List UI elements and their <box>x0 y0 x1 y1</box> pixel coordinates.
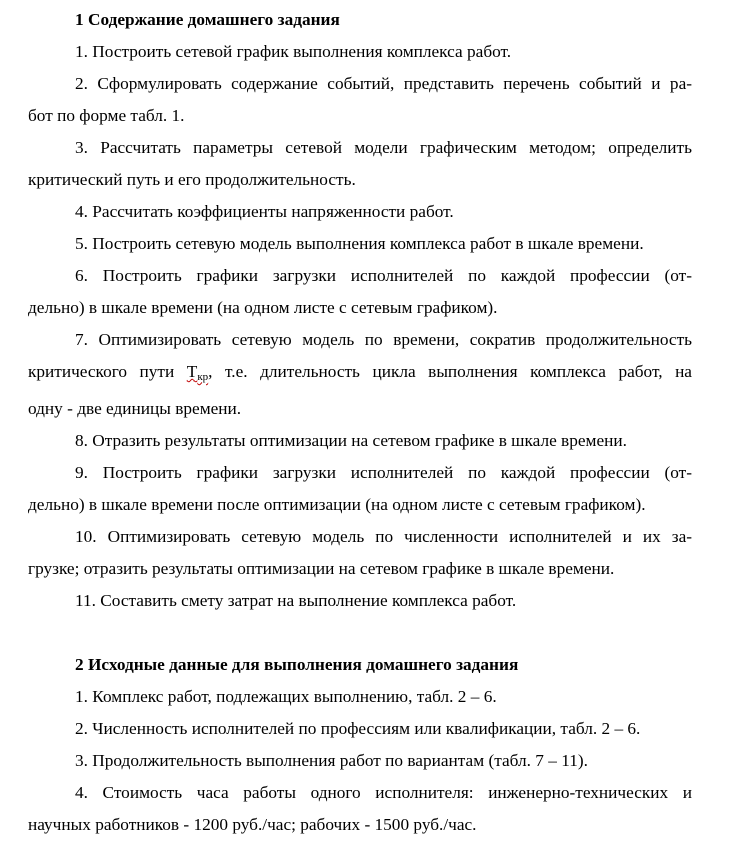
text-fragment: критического пути <box>28 362 187 381</box>
text-line: критический путь и его продолжительность. <box>28 170 356 189</box>
list-item-1-3 <box>28 132 692 196</box>
text-line: бот по форме табл. 1. <box>28 106 185 125</box>
list-item-1-6 <box>28 260 692 324</box>
document-page <box>28 4 692 841</box>
text-line: 4. Стоимость часа работы одного исполнителя: инженерно-технических и <box>75 783 692 802</box>
text-line: 4. Рассчитать коэффициенты напряженности работ. <box>75 202 454 221</box>
list-item-1-11 <box>28 585 692 617</box>
list-item-2-1 <box>28 681 692 713</box>
text-line: 3. Продолжительность выполнения работ по вариантам (табл. 7 – 11). <box>75 751 588 770</box>
section-2-heading: 2 Исходные данные для выполнения домашнего задания <box>75 655 519 674</box>
text-line: 7. Оптимизировать сетевую модель по времени, сократив продолжительность <box>75 330 692 349</box>
text-line: 1. Комплекс работ, подлежащих выполнению, табл. 2 – 6. <box>75 687 497 706</box>
text-line: 1. Построить сетевой график выполнения комплекса работ. <box>75 42 512 61</box>
text-line: 5. Построить сетевую модель выполнения комплекса работ в шкале времени. <box>75 234 644 253</box>
text-line: 8. Отразить результаты оптимизации на сетевом графике в шкале времени. <box>75 431 627 450</box>
text-line: 10. Оптимизировать сетевую модель по численности исполнителей и их за- <box>75 527 692 546</box>
list-item-1-2 <box>28 68 692 132</box>
list-item-1-1 <box>28 36 692 68</box>
text-fragment: , т.е. длительность цикла выполнения комплекса работ, на <box>208 362 692 381</box>
subscript-kr: кр <box>197 371 209 383</box>
list-item-1-10 <box>28 521 692 585</box>
text-line: одну - две единицы времени. <box>28 399 242 418</box>
text-line: 2. Численность исполнителей по профессиям или квалификации, табл. 2 – 6. <box>75 719 641 738</box>
text-line: научных работников - 1200 руб./час; рабочих - 1500 руб./час. <box>28 815 477 834</box>
text-line: 2. Сформулировать содержание событий, представить перечень событий и ра- <box>75 74 692 93</box>
list-item-1-7 <box>28 324 692 425</box>
list-item-1-5 <box>28 228 692 260</box>
text-line: 6. Построить графики загрузки исполнителей по каждой профессии (от- <box>75 266 692 285</box>
section-spacer <box>28 617 692 649</box>
text-line: 11. Составить смету затрат на выполнение комплекса работ. <box>75 591 517 610</box>
list-item-1-9 <box>28 457 692 521</box>
text-line: дельно) в шкале времени (на одном листе с сетевым графиком). <box>28 298 498 317</box>
list-item-1-4 <box>28 196 692 228</box>
text-line: грузке; отразить результаты оптимизации на сетевом графике в шкале времени. <box>28 559 615 578</box>
text-line: дельно) в шкале времени после оптимизации (на одном листе с сетевым графиком). <box>28 495 646 514</box>
symbol-t: T <box>186 362 198 381</box>
text-line: 3. Рассчитать параметры сетевой модели графическим методом; определить <box>75 138 692 157</box>
list-item-2-2 <box>28 713 692 745</box>
section-1-heading: 1 Содержание домашнего задания <box>75 10 340 29</box>
text-line: 9. Построить графики загрузки исполнителей по каждой профессии (от- <box>75 463 692 482</box>
list-item-1-8 <box>28 425 692 457</box>
list-item-2-4 <box>28 777 692 841</box>
text-line <box>28 356 692 393</box>
list-item-2-3 <box>28 745 692 777</box>
